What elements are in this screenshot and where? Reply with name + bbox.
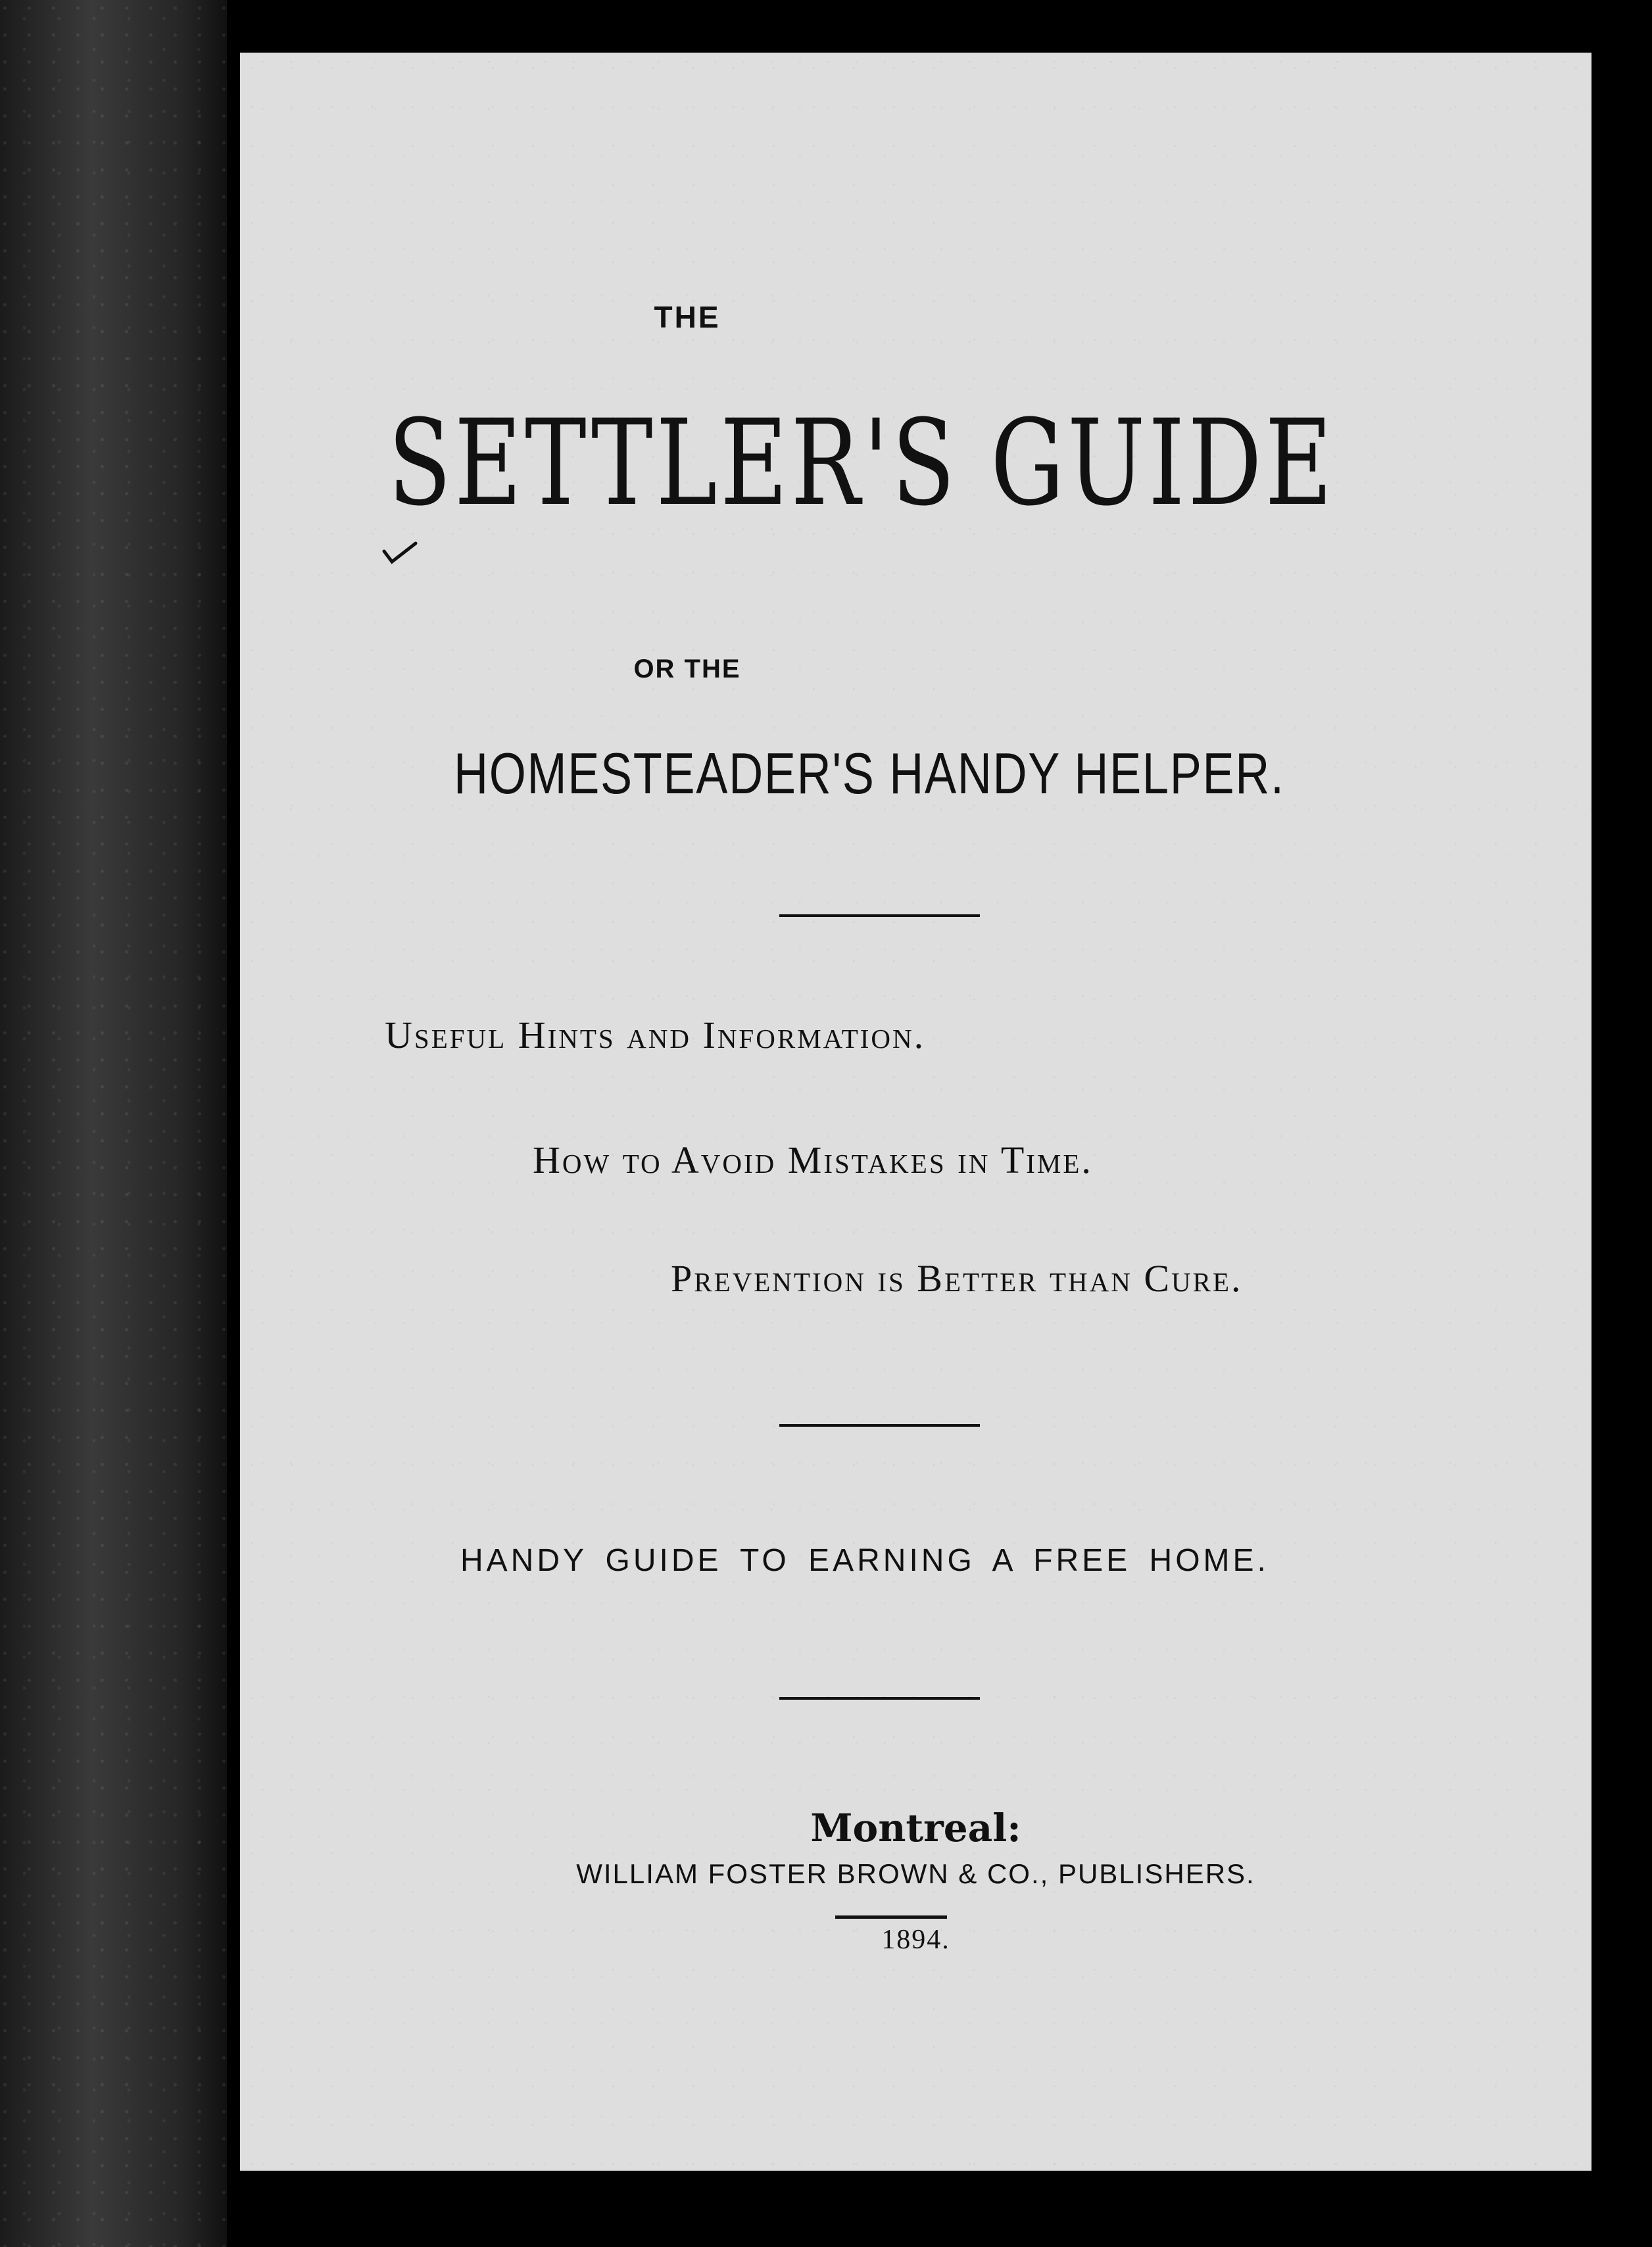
handwritten-mark-icon xyxy=(381,539,421,566)
or-the-heading: OR THE xyxy=(633,654,741,683)
publication-year: 1894. xyxy=(881,1925,950,1955)
hint-line: Useful Hints and Information. xyxy=(385,1014,926,1056)
the-heading: THE xyxy=(654,300,721,334)
tagline: HANDY GUIDE TO EARNING A FREE HOME. xyxy=(460,1543,1269,1578)
publisher-line: WILLIAM FOSTER BROWN & CO., PUBLISHERS. xyxy=(576,1858,1255,1889)
divider-rule xyxy=(835,1915,947,1919)
hint-line: How to Avoid Mistakes in Time. xyxy=(533,1139,1093,1181)
main-title: SETTLER'S GUIDE xyxy=(388,395,1336,532)
subtitle: HOMESTEADER'S HANDY HELPER. xyxy=(454,741,1285,806)
divider-rule xyxy=(779,914,980,917)
book-spine xyxy=(0,0,227,2247)
spine-edge xyxy=(227,0,240,2247)
title-page xyxy=(240,53,1591,2171)
hint-line: Prevention is Better than Cure. xyxy=(671,1257,1243,1300)
divider-rule xyxy=(779,1697,980,1700)
divider-rule xyxy=(779,1424,980,1427)
publication-city: Montreal: xyxy=(810,1806,1021,1850)
